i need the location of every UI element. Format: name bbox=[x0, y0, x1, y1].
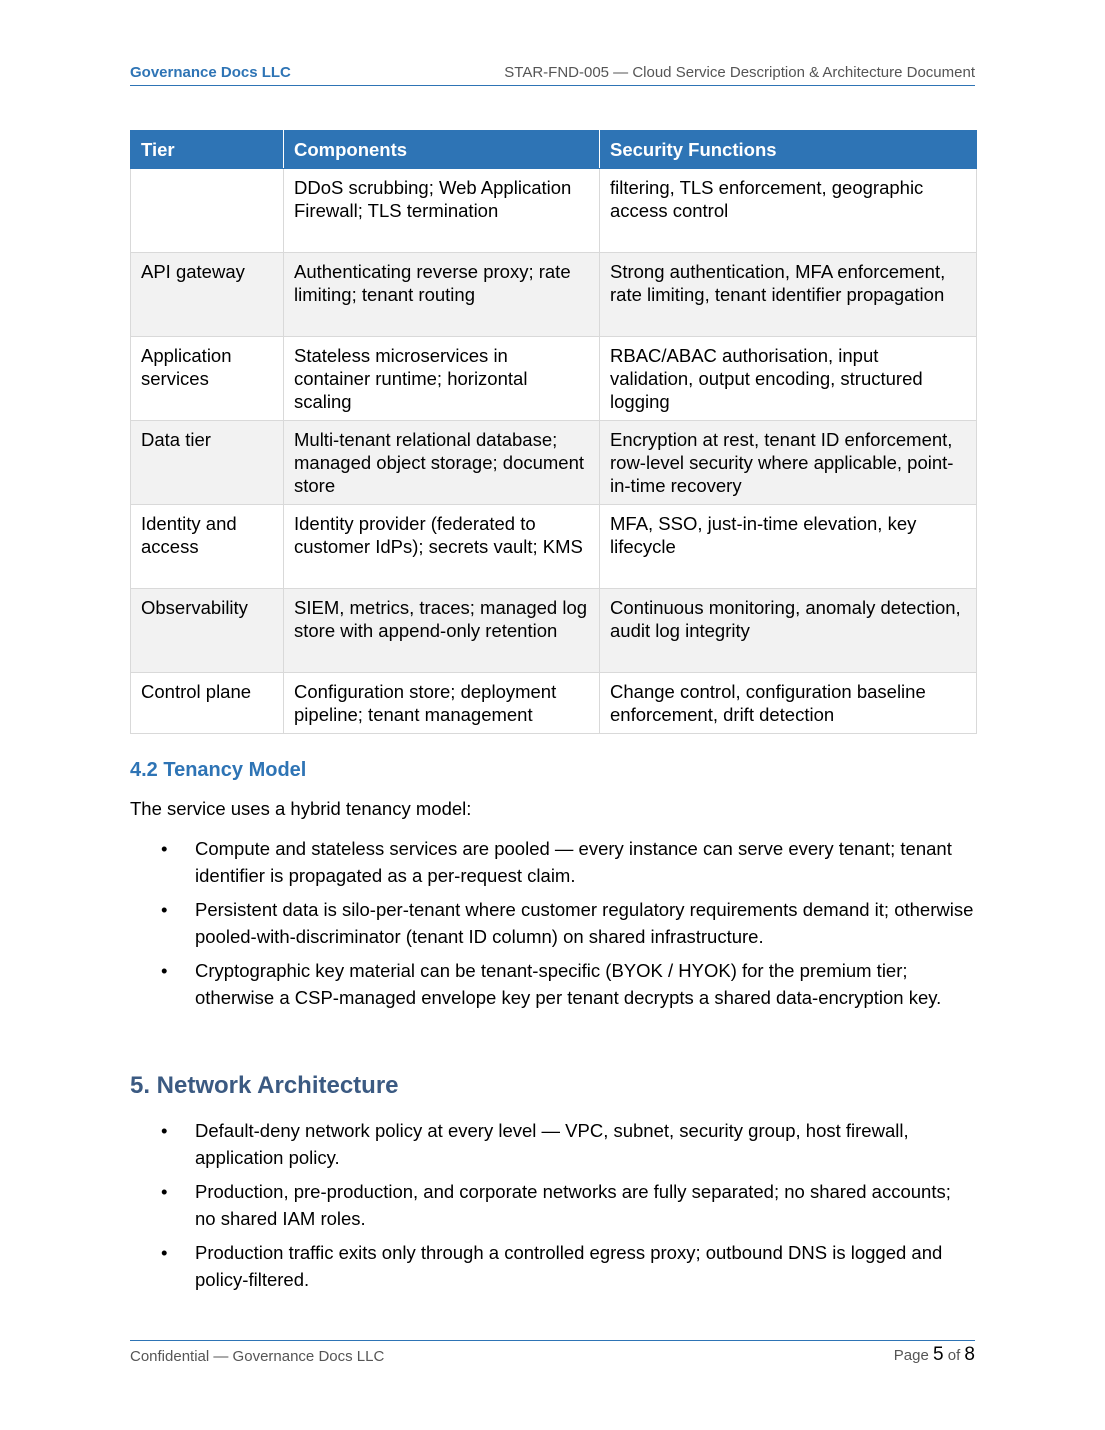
table-row bbox=[131, 421, 977, 505]
footer-page-indicator bbox=[894, 1344, 975, 1366]
list-item-text: Cryptographic key material can be tenant-specific (BYOK / HYOK) for the premium tier; otherwise a CSP-managed envelope key per tenant decrypts a shared data-encryption key. bbox=[195, 960, 942, 1008]
cell-security-functions: Encryption at rest, tenant ID enforcement, row-level security where applicable, point-in-time recovery bbox=[600, 421, 977, 505]
cell-tier: Observability bbox=[131, 589, 284, 673]
cell-security-functions: RBAC/ABAC authorisation, input validation, output encoding, structured logging bbox=[600, 337, 977, 421]
table-row bbox=[131, 253, 977, 337]
list-item-text: Default-deny network policy at every level — VPC, subnet, security group, host firewall, application policy. bbox=[195, 1120, 909, 1168]
cell-tier: Data tier bbox=[131, 421, 284, 505]
table-row bbox=[131, 589, 977, 673]
list-item bbox=[130, 1178, 975, 1232]
tenancy-bullet-list bbox=[130, 835, 975, 1018]
cell-security-functions: Strong authentication, MFA enforcement, rate limiting, tenant identifier propagation bbox=[600, 253, 977, 337]
footer-of-word: of bbox=[947, 1347, 961, 1364]
architecture-tier-table bbox=[130, 130, 977, 734]
column-header-security-functions: Security Functions bbox=[600, 131, 977, 169]
table-row bbox=[131, 337, 977, 421]
bullet-icon: • bbox=[161, 838, 168, 859]
cell-security-functions: filtering, TLS enforcement, geographic access control bbox=[600, 169, 977, 253]
cell-components: Configuration store; deployment pipeline; tenant management bbox=[284, 673, 600, 734]
footer-page-word: Page bbox=[893, 1347, 929, 1364]
header-document-reference: STAR-FND-005 — Cloud Service Description & Architecture Document bbox=[504, 64, 975, 81]
section-heading-tenancy-model: 4.2 Tenancy Model bbox=[130, 759, 307, 781]
cell-components: Identity provider (federated to customer IdPs); secrets vault; KMS bbox=[284, 505, 600, 589]
list-item-text: Compute and stateless services are pooled — every instance can serve every tenant; tenant identifier is propagated as a per-request claim. bbox=[195, 838, 952, 886]
cell-security-functions: Change control, configuration baseline enforcement, drift detection bbox=[600, 673, 977, 734]
network-bullet-list bbox=[130, 1117, 975, 1300]
cell-components: DDoS scrubbing; Web Application Firewall; TLS termination bbox=[284, 169, 600, 253]
list-item bbox=[130, 957, 975, 1011]
tenancy-intro-paragraph: The service uses a hybrid tenancy model: bbox=[130, 798, 472, 819]
table-header-row bbox=[131, 131, 977, 169]
cell-security-functions: Continuous monitoring, anomaly detection, audit log integrity bbox=[600, 589, 977, 673]
table-row bbox=[131, 169, 977, 253]
list-item bbox=[130, 835, 975, 889]
bullet-icon: • bbox=[161, 899, 168, 920]
bullet-icon: • bbox=[161, 960, 168, 981]
footer-confidential-notice: Confidential — Governance Docs LLC bbox=[130, 1348, 385, 1365]
header-company-name: Governance Docs LLC bbox=[130, 64, 291, 81]
cell-components: Multi-tenant relational database; managed object storage; document store bbox=[284, 421, 600, 505]
cell-tier: Application services bbox=[131, 337, 284, 421]
column-header-components: Components bbox=[284, 131, 600, 169]
table-row bbox=[131, 505, 977, 589]
footer-page-total: 8 bbox=[964, 1344, 975, 1365]
page-footer bbox=[130, 1340, 975, 1371]
cell-tier bbox=[131, 169, 284, 253]
list-item-text: Persistent data is silo-per-tenant where customer regulatory requirements demand it; otherwise pooled-with-discriminator (tenant ID column) on shared infrastructure. bbox=[195, 899, 974, 947]
table-row bbox=[131, 673, 977, 734]
list-item bbox=[130, 1239, 975, 1293]
cell-tier: Identity and access bbox=[131, 505, 284, 589]
page-header bbox=[130, 64, 975, 86]
cell-components: Authenticating reverse proxy; rate limiting; tenant routing bbox=[284, 253, 600, 337]
cell-tier: API gateway bbox=[131, 253, 284, 337]
list-item-text: Production, pre-production, and corporate networks are fully separated; no shared accounts; no shared IAM roles. bbox=[195, 1181, 951, 1229]
bullet-icon: • bbox=[161, 1120, 168, 1141]
cell-tier: Control plane bbox=[131, 673, 284, 734]
cell-components: SIEM, metrics, traces; managed log store with append-only retention bbox=[284, 589, 600, 673]
section-heading-network-architecture: 5. Network Architecture bbox=[130, 1072, 399, 1099]
bullet-icon: • bbox=[161, 1181, 168, 1202]
list-item bbox=[130, 896, 975, 950]
footer-page-number: 5 bbox=[932, 1344, 944, 1365]
list-item bbox=[130, 1117, 975, 1171]
cell-components: Stateless microservices in container runtime; horizontal scaling bbox=[284, 337, 600, 421]
cell-security-functions: MFA, SSO, just-in-time elevation, key lifecycle bbox=[600, 505, 977, 589]
bullet-icon: • bbox=[161, 1242, 168, 1263]
column-header-tier: Tier bbox=[131, 131, 284, 169]
list-item-text: Production traffic exits only through a controlled egress proxy; outbound DNS is logged and policy-filtered. bbox=[195, 1242, 943, 1290]
